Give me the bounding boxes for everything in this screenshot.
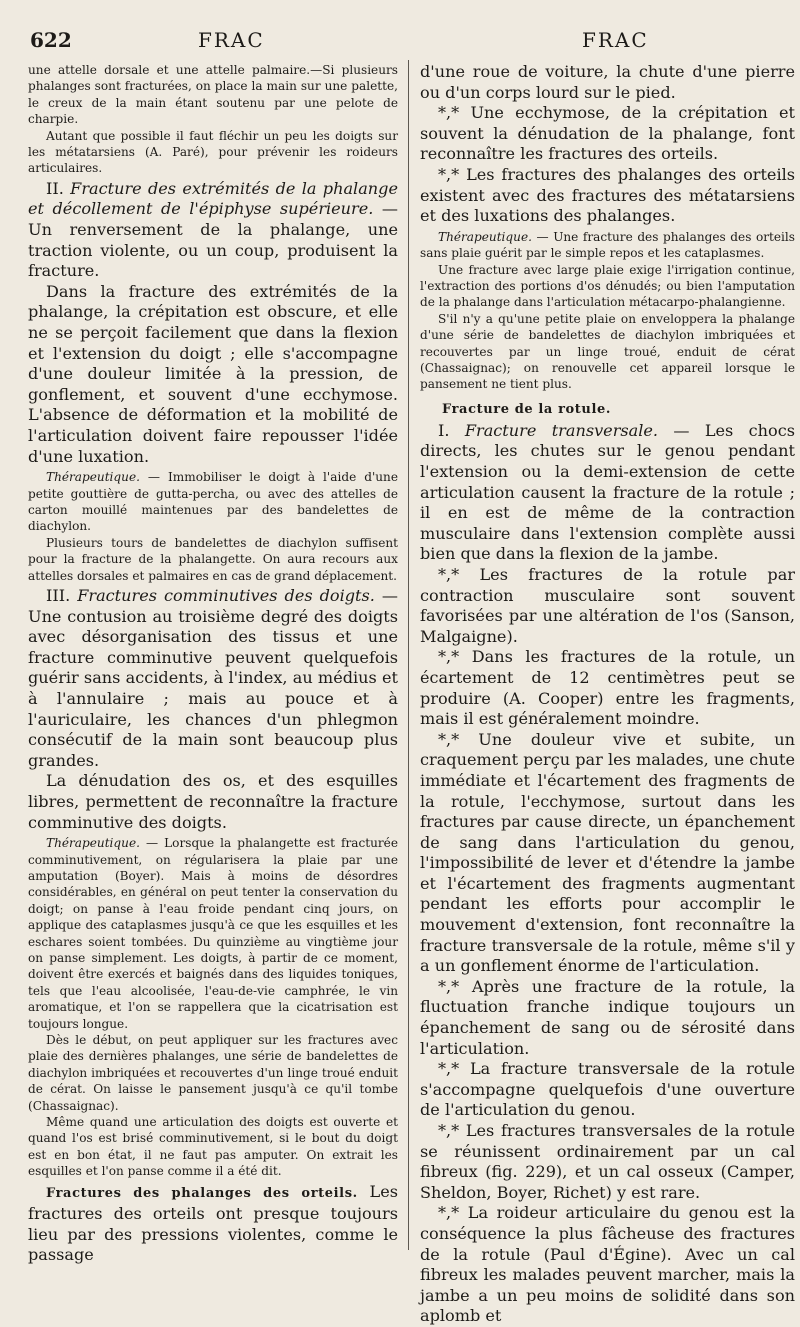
paragraph: *,* Les fractures de la rotule par contraction musculaire sont souvent favorisées par une altération de l'os (Sanson, Malgaigne).: [420, 564, 795, 646]
heading-number: I.: [438, 420, 450, 440]
section-title-rotule: Fracture de la rotule.: [442, 401, 611, 417]
heading-title: Fractures comminutives des doigts.: [77, 586, 375, 605]
heading-number: III.: [46, 586, 71, 605]
section-title: Fractures des phalanges des orteils.: [46, 1185, 358, 1201]
paragraph: Une fracture avec large plaie exige l'irrigation continue, l'extraction des portions d'os dénudés; ou bien l'amputation de la phalange dans l'articulation métacarpo-phalangienne.: [420, 262, 795, 310]
heading-text: — Les chocs directs, les chutes sur le genou pendant l'extension ou la demi-extension de cette articulation causent la fracture de la rotule ; il en est de même de la contraction musculaire dans l'extension complète aussi bien que dans la flexion de la jambe.: [420, 420, 795, 564]
therapeutique-label: Thérapeutique.: [46, 470, 140, 485]
heading-title: Fracture transversale.: [464, 420, 659, 440]
paragraph: d'une roue de voiture, la chute d'une pierre ou d'un corps lourd sur le pied.: [420, 62, 795, 102]
therapeutique-text: — Immobiliser le doigt à l'aide d'une petite gouttière de gutta-percha, ou avec des attelles de carton mouillé maintenues par des bandelettes de diachylon.: [28, 470, 398, 534]
therapeutique-label: Thérapeutique.: [46, 836, 140, 851]
paragraph: *,* Dans les fractures de la rotule, un écartement de 12 centimètres peut se produire (A. Cooper) entre les fragments, mais il est généralement moindre.: [420, 647, 795, 729]
section-text: Les fractures des orteils ont presque toujours lieu par des pressions violentes, comme le passage: [28, 1181, 398, 1265]
paragraph: *,* Une douleur vive et subite, un craquement perçu par les malades, une chute immédiate et l'écartement des fragments de la rotule, l'ecchymose, surtout dans les fractures par cause directe, un épanchement de sang dans l'articulation du genou, l'impossibilité de lever et d'étendre la jambe et l'écartement des fragments augmentant pendant les efforts pour accomplir le mouvement d'extension, font reconnaître la fracture transversale de la rotule, même s'il y a un gonflement énorme de l'articulation.: [420, 729, 796, 976]
heading-title: Fracture des extrémités de la phalange et décollement de l'épiphyse supérieure.: [28, 178, 398, 219]
paragraph: *,* Une ecchymose, de la crépitation et souvent la dénudation de la phalange, font reconnaître les fractures des orteils.: [420, 103, 795, 164]
heading-text: — Un renversement de la phalange, une traction violente, ou un coup, produisent la fracture.: [28, 199, 398, 281]
section-orteils: [28, 1182, 398, 1266]
paragraph: une attelle dorsale et une attelle palmaire.—Si plusieurs phalanges sont fracturées, on place la main sur une palette, le creux de la main étant soutenu par une pelote de charpie.: [28, 63, 398, 127]
paragraph: S'il n'y a qu'une petite plaie on enveloppera la phalange d'une série de bandelettes de diachylon imbriquées et recouvertes par un linge troué, enduit de cérat (Chassaignac); on renouvelle cet appareil lorsque le pansement ne tient plus.: [420, 311, 795, 392]
paragraph: Même quand une articulation des doigts est ouverte et quand l'os est brisé comminutivement, si le bout du doigt est en bon état, il ne faut pas amputer. On extrait les esquilles et l'on panse comme il a été dit.: [28, 1115, 398, 1179]
heading-text: — Une contusion au troisième degré des doigts avec désorganisation des tissus et une fracture comminutive peuvent quelquefois guérir sans accidents, à l'index, au médius et à l'annulaire ; mais au pouce et à l'auriculaire, les chances d'un phlegmon consécutif de la main sont beaucoup plus grandes.: [28, 586, 398, 770]
section-heading-ii: [28, 179, 398, 282]
paragraph: *,* Les fractures des phalanges des orteils existent avec des fractures des métatarsiens et des luxations des phalanges.: [420, 164, 795, 226]
paragraph: Dans la fracture des extrémités de la phalange, la crépitation est obscure, et elle ne se perçoit facilement que dans la flexion et l'extension du doigt ; elle s'accompagne d'une douleur limitée à la pression, de gonflement, et souvent d'une ecchymose. L'absence de déformation et la mobilité de l'articulation doivent faire repousser l'idée d'une luxation.: [28, 281, 398, 466]
paragraph: Dès le début, on peut appliquer sur les fractures avec plaie des dernières phalanges, une série de bandelettes de diachylon imbriquées et recouvertes d'un linge troué enduit de cérat. On laisse le pansement jusqu'à ce qu'il tombe (Chassaignac).: [28, 1033, 398, 1113]
right-column: [420, 62, 796, 1326]
heading-number: II.: [46, 178, 64, 198]
paragraph: *,* Les fractures transversales de la rotule se réunissent ordinairement par un cal fibreux (fig. 229), et un cal osseux (Camper, Sheldon, Boyer, Richet) y est rare.: [420, 1121, 795, 1202]
running-head-left: FRAC: [198, 28, 265, 52]
section-heading-i: [420, 421, 795, 565]
therapeutique-label: Thérapeutique.: [438, 229, 532, 244]
page-number: 622: [30, 28, 72, 52]
page-header: [30, 28, 778, 54]
running-head-right: FRAC: [582, 28, 649, 52]
column-divider: [408, 60, 409, 1250]
left-column: [28, 62, 398, 1265]
therapeutique-paragraph: [28, 469, 398, 535]
paragraph: La dénudation des os, et des esquilles libres, permettent de reconnaître la fracture comminutive des doigts.: [28, 771, 398, 832]
therapeutique-text: — Lorsque la phalangette est fracturée comminutivement, on régularisera la plaie par une amputation (Boyer). Mais à moins de désordres considérables, en général on peut tenter la conservation du doigt; on panse à l'eau froide pendant cinq jours, on applique des cataplasmes jusqu'à ce que les esquilles et les eschares soient tombées. Du quinzième au vingtième jour on panse simplement. Les doigts, à partir de ce moment, doivent être exercés et baignés dans des liquides toniques, tels que l'eau alcoolisée, l'eau-de-vie camphrée, le vin aromatique, et l'on se rappellera que la cicatrisation est toujours longue.: [28, 836, 398, 1031]
paragraph: *,* Après une fracture de la rotule, la fluctuation franche indique toujours un épanchement de sang ou de sérosité dans l'articulation.: [420, 976, 795, 1058]
therapeutique-text: — Une fracture des phalanges des orteils sans plaie guérit par le simple repos et les cataplasmes.: [420, 229, 795, 261]
section-heading-iii: [28, 586, 398, 771]
paragraph: Autant que possible il faut fléchir un peu les doigts sur les métatarsiens (A. Paré), pour prévenir les roideurs articulaires.: [28, 128, 398, 176]
paragraph: *,* La roideur articulaire du genou est la conséquence la plus fâcheuse des fractures de la rotule (Paul d'Égine). Avec un cal fibreux les malades peuvent marcher, mais la jambe a un peu moins de solidité dans son aplomb et: [420, 1203, 795, 1326]
therapeutique-paragraph: [420, 229, 795, 262]
paragraph: *,* La fracture transversale de la rotule s'accompagne quelquefois d'une ouverture de l'articulation du genou.: [420, 1059, 795, 1120]
therapeutique-paragraph: [28, 835, 398, 1032]
paragraph: Plusieurs tours de bandelettes de diachylon suffisent pour la fracture de la phalangette. On aura recours aux attelles dorsales et palmaires en cas de grand déplacement.: [28, 535, 398, 583]
